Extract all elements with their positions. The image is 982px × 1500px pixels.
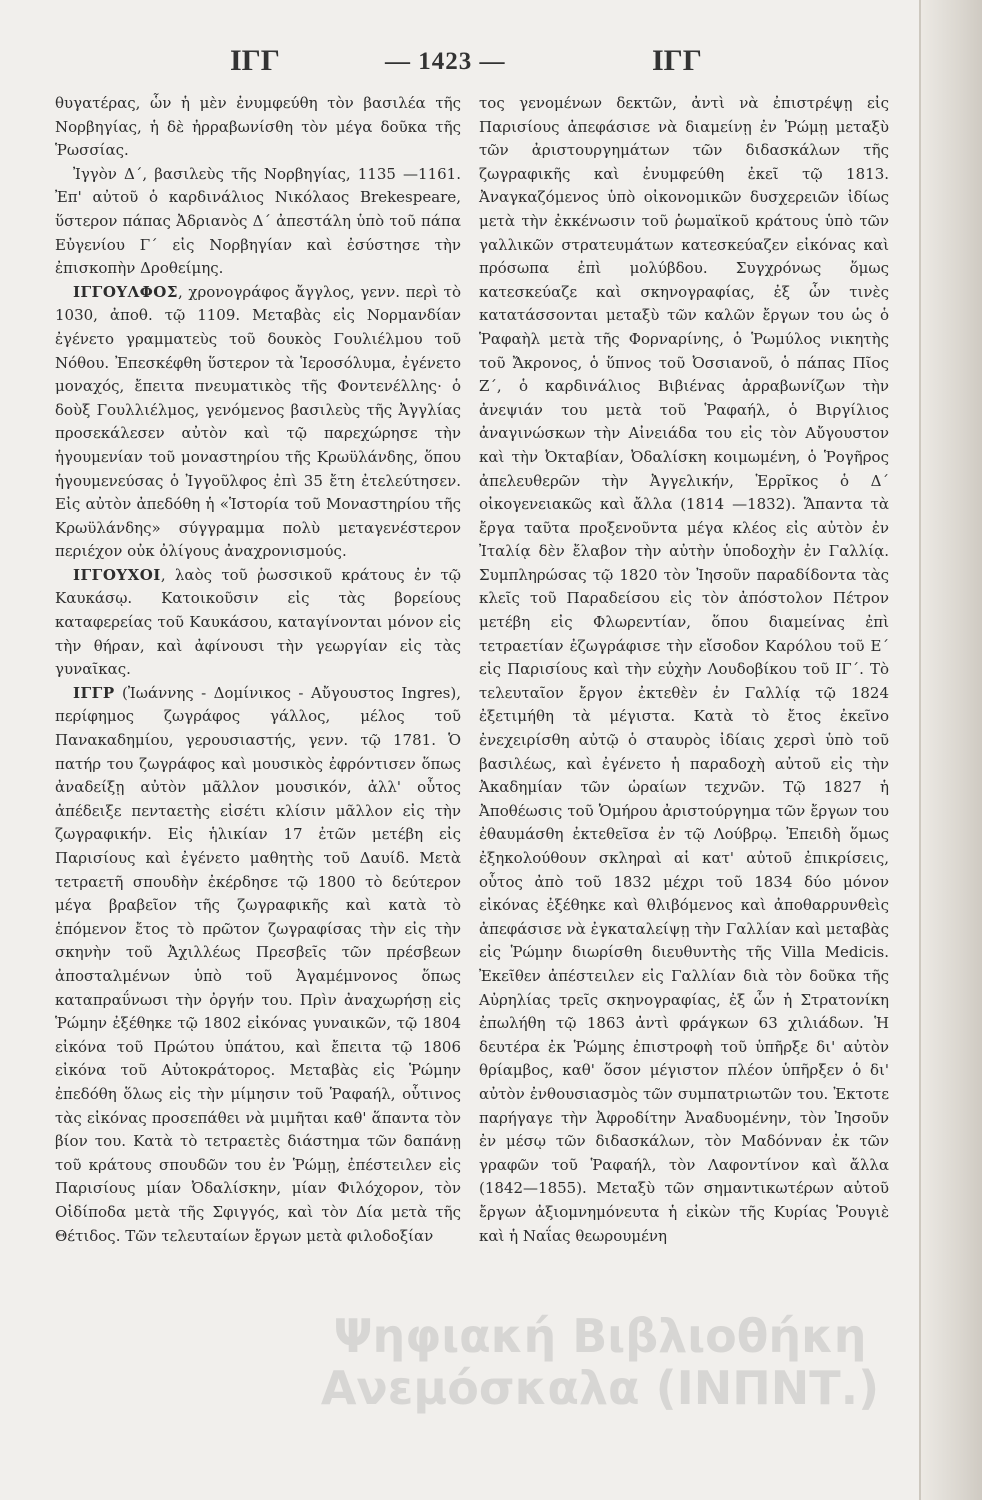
text-paragraph	[55, 92, 461, 163]
text-paragraph	[479, 92, 889, 1248]
entry-text: (Ἰωάννης - Δομίνικος - Αὔγουστος Ingres), περίφημος ζωγράφος γάλλος, μέλος τοῦ Πανακαδημίου, γερουσιαστής, γενν. τῷ 1781. Ὁ πατήρ του ζωγράφος καὶ μουσικὸς ἐφρόντισεν ὅπως ἀναδείξῃ αὐτὸν μᾶλλον μουσικόν, ἀλλ' οὗτος ἀπέδειξε πενταετὴς εἰσέτι κλίσιν μᾶλλον εἰς τὴν ζωγραφικήν. Εἰς ἡλικίαν 17 ἐτῶν μετέβη εἰς Παρισίους καὶ ἐγένετο μαθητὴς τοῦ Δαυίδ. Μετὰ τετραετῆ σπουδὴν ἐκέρδησε τῷ 1800 τὸ δεύτερον μέγα βραβεῖον τῆς ζωγραφικῆς καὶ κατὰ τὸ ἑπόμενον ἔτος τὸ πρῶτον ζωγραφίσας τὴν εἰς τὴν σκηνὴν τοῦ Ἀχιλλέως Πρεσβεῖς τῶν πρέσβεων ἀποσταλμένων ὑπὸ τοῦ Ἀγαμέμνονος ὅπως καταπραΰνωσι τὴν ὀργήν του. Πρὶν ἀναχωρήσῃ εἰς Ῥώμην ἐξέθηκε τῷ 1802 εἰκόνας γυναικῶν, τῷ 1804 εἰκόνα τοῦ Πρώτου ὑπάτου, καὶ ἔπειτα τῷ 1806 εἰκόνα τοῦ Αὐτοκράτορος. Μεταβὰς εἰς Ῥώμην ἐπεδόθη ὅλως εἰς τὴν μίμησιν τοῦ Ῥαφαήλ, οὗτινος τὰς εἰκόνας προσεπάθει νὰ μιμῆται καθ' ἅπαντα τὸν βίον του. Κατὰ τὸ τετραετὲς διάστημα τῶν δαπάνῃ τοῦ κράτους σπουδῶν του ἐν Ῥώμῃ, ἐπέστειλεν εἰς Παρισίους μίαν Ὀδαλίσκην, μίαν Φιλόχορον, τὸν Οἰδίποδα μετὰ τῆς Σφιγγός, καὶ τὸν Δία μετὰ τῆς Θέτιδος. Τῶν τελευταίων ἔργων μετὰ φιλοδοξίαν	[55, 683, 461, 1245]
entry-headword: ΙΓΓΟΥΛΦΟΣ	[73, 282, 178, 301]
guide-word-right: ΙΓΓ	[652, 44, 702, 77]
entry-text: θυγατέρας, ὧν ἡ μὲν ἐνυμφεύθη τὸν βασιλέα τῆς Νορβηγίας, ἡ δὲ ἠρραβωνίσθη τὸν μέγα δοῦκα τῆς Ῥωσσίας.	[55, 94, 461, 160]
entry-text: τος γενομένων δεκτῶν, ἀντὶ νὰ ἐπιστρέψῃ εἰς Παρισίους ἀπεφάσισε νὰ διαμείνῃ ἐν Ῥώμῃ μεταξὺ τῶν ἀριστουργημάτων τῶν διδασκάλων τῆς ζωγραφικῆς καὶ ἐνυμφεύθη ἐκεῖ τῷ 1813. Ἀναγκαζόμενος ὑπὸ οἰκονομικῶν δυσχερειῶν ἰδίως μετὰ τὴν ἐκκένωσιν τοῦ ῥωμαϊκοῦ κράτους ὑπὸ τῶν γαλλικῶν στρατευμάτων κατεσκεύαζεν εἰκόνας καὶ πρόσωπα ἐπὶ μολύβδου. Συγχρόνως ὅμως κατεσκεύαζε καὶ σκηνογραφίας, ἐξ ὧν τινὲς κατατάσσονται μεταξὺ τῶν καλῶν ἔργων του ὡς ὁ Ῥαφαὴλ μετὰ τῆς Φορναρίνης, ὁ Ῥωμύλος νικητὴς τοῦ Ἄκρονος, ὁ ὕπνος τοῦ Ὀσσιανοῦ, ὁ πάπας Πῖος Ζ΄, ὁ καρδινάλιος Βιβιένας ἀρραβωνίζων τὴν ἀνεψιάν του μετὰ τοῦ Ῥαφαήλ, ὁ Βιργίλιος ἀναγινώσκων τὴν Αἰνειάδα του εἰς τὸν Αὔγουστον καὶ τὴν Ὀκταβίαν, Ὀδαλίσκη κοιμωμένη, ὁ Ῥογῆρος ἀπελευθερῶν τὴν Ἀγγελικήν, Ἑρρῖκος ὁ Δ΄ οἰκογενειακῶς καὶ ἄλλα (1814 —1832). Ἅπαντα τὰ ἔργα ταῦτα προξενοῦντα μέγα κλέος εἰς αὐτὸν ἐν Ἰταλίᾳ δὲν ἔλαβον τὴν αὐτὴν ὑποδοχὴν ἐν Γαλλίᾳ. Συμπληρώσας τῷ 1820 τὸν Ἰησοῦν παραδίδοντα τὰς κλεῖς τοῦ Παραδείσου εἰς τὸν ἀπόστολον Πέτρον μετέβη εἰς Φλωρεντίαν, ὅπου διαμείνας ἐπὶ τετραετίαν ἐζωγράφισε τὴν εἴσοδον Καρόλου τοῦ Ε΄ εἰς Παρισίους καὶ τὴν εὐχὴν Λουδοβίκου τοῦ ΙΓ΄. Τὸ τελευταῖον ἔργον ἐκτεθὲν ἐν Γαλλίᾳ τῷ 1824 ἐξετιμήθη τὰ μέγιστα. Κατὰ τὸ ἔτος ἐκεῖνο ἐνεχειρίσθη αὐτῷ ὁ σταυρὸς ἰδίαις χερσὶ ὑπὸ τοῦ βασιλέως, καὶ ἐγένετο ἡ παραδοχὴ αὐτοῦ εἰς τὴν Ἀκαδημίαν τῶν ὡραίων τεχνῶν. Τῷ 1827 ἡ Ἀποθέωσις τοῦ Ὁμήρου ἀριστούργημα τῶν ἔργων του ἐθαυμάσθη ἐκτεθεῖσα ἐν τῷ Λούβρῳ. Ἐπειδὴ ὅμως ἐξηκολούθουν σκληραὶ αἱ κατ' αὐτοῦ ἐπικρίσεις, οὗτος ἀπὸ τοῦ 1832 μέχρι τοῦ 1834 δύο μόνον εἰκόνας ἐξέθηκε καὶ θλιβόμενος καὶ ἀποθαρρυνθεὶς ἀπεφάσισε νὰ ἐγκαταλείψῃ τὴν Γαλλίαν καὶ μεταβὰς εἰς Ῥώμην διωρίσθη διευθυντὴς τῆς Villa Medicis. Ἐκεῖθεν ἀπέστειλεν εἰς Γαλλίαν διὰ τὸν δοῦκα τῆς Αὐρηλίας τρεῖς σκηνογραφίας, ἐξ ὧν ἡ Στρατονίκη ἐπωλήθη τῷ 1863 ἀντὶ φράγκων 63 χιλιάδων. Ἡ δευτέρα ἐκ Ῥώμης ἐπιστροφὴ τοῦ ὑπῆρξε δι' αὐτὸν θρίαμβος, καθ' ὅσον μέγιστον πλέον ὑπῆρξεν ὁ δι' αὐτὸν ἐνθουσιασμὸς τῶν συμπατριωτῶν του. Ἐκτοτε παρήγαγε τὴν Ἀφροδίτην Ἀναδυομένην, τὸν Ἰησοῦν ἐν μέσῳ τῶν διδασκάλων, τὸν Μαδόνναν ἐκ τῶν γραφῶν τοῦ Ῥαφαήλ, τὸν Λαφοντίνον καὶ ἄλλα (1842—1855). Μεταξὺ τῶν σημαντικωτέρων αὐτοῦ ἔργων ἀξιομνημόνευτα ἡ εἰκὼν τῆς Κυρίας Ῥουγιὲ καὶ ἡ Ναΐας θεωρουμένη	[479, 94, 889, 1245]
entry-text: Ἰγγὸν Δ΄, βασιλεὺς τῆς Νορβηγίας, 1135 —1161. Ἐπ' αὐτοῦ ὁ καρδινάλιος Νικόλαος Brekespeare, ὕστερον πάπας Ἀδριανὸς Δ΄ ἀπεστάλη ὑπὸ τοῦ πάπα Εὐγενίου Γ΄ εἰς Νορβηγίαν καὶ ἐσύστησε τὴν ἐπισκοπὴν Δροθείμης.	[55, 164, 461, 278]
page-number: — 1423 —	[385, 48, 506, 75]
dictionary-entry	[55, 564, 461, 682]
watermark-line-1: Ψηφιακή Βιβλιοθήκη	[333, 1309, 867, 1363]
guide-word-left: ΙΓΓ	[230, 44, 280, 77]
text-paragraph	[55, 163, 461, 281]
dictionary-entry	[55, 281, 461, 564]
entry-headword: ΙΓΓΟΥΧΟΙ	[73, 565, 161, 584]
dictionary-entry	[55, 682, 461, 1248]
running-header	[0, 44, 982, 84]
entry-headword: ΙΓΓΡ	[73, 683, 115, 702]
library-watermark	[300, 1310, 900, 1414]
book-spine-shadow	[921, 0, 982, 1500]
entry-text: , λαὸς τοῦ ῥωσσικοῦ κράτους ἐν τῷ Καυκάσῳ. Κατοικοῦσιν εἰς τὰς βορείους καταφερείας τοῦ Καυκάσου, καταγίνονται μόνον εἰς τὴν θήραν, καὶ ἀφίνουσι τὴν γεωργίαν εἰς τὰς γυναῖκας.	[55, 565, 461, 679]
watermark-line-2: Ανεμόσκαλα (ΙΝΠΝΤ.)	[320, 1361, 880, 1415]
right-text-column	[479, 92, 889, 1248]
entry-text: , χρονογράφος ἄγγλος, γενν. περὶ τὸ 1030, ἀποθ. τῷ 1109. Μεταβὰς εἰς Νορμανδίαν ἐγένετο γραμματεὺς τοῦ δουκὸς Γουλιέλμου τοῦ Νόθου. Ἐπεσκέφθη ὕστερον τὰ Ἱεροσόλυμα, ἐγένετο μοναχός, ἔπειτα πνευματικὸς τῆς Φοντενέλλης· ὁ δοὺξ Γουλλιέλμος, γενόμενος βασιλεὺς τῆς Ἀγγλίας προσεκάλεσεν αὐτὸν καὶ τῷ παρεχώρησε τὴν ἡγουμενίαν τοῦ μοναστηρίου τῆς Κρωϋλάνδης, ὅπου ἡγουμενεύσας ὁ Ἰγγοῦλφος ἐπὶ 35 ἔτη ἐτελεύτησεν. Εἰς αὐτὸν ἀπεδόθη ἡ «Ἱστορία τοῦ Μοναστηρίου τῆς Κρωϋλάνδης» σύγγραμμα πολὺ μεταγενέστερον περιέχον οὐκ ὀλίγους ἀναχρονισμούς.	[55, 282, 461, 561]
left-text-column	[55, 92, 461, 1248]
